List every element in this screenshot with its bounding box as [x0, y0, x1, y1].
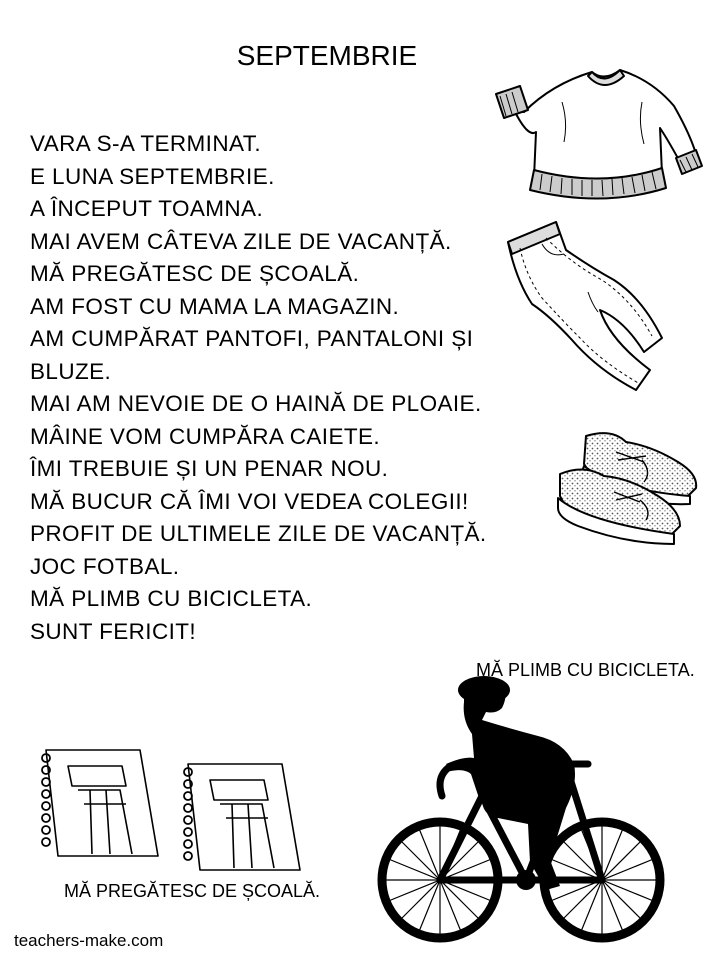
- story-text: [30, 128, 487, 648]
- text-line: MĂ PLIMB CU BICICLETA.: [30, 586, 313, 611]
- text-line: A ÎNCEPUT TOAMNA.: [30, 196, 264, 221]
- text-line: MAI AVEM CÂTEVA ZILE DE VACANȚĂ.: [30, 228, 452, 254]
- text-line: AM CUMPĂRAT PANTOFI, PANTALONI ȘI: [30, 326, 474, 351]
- shoes-icon: [556, 422, 704, 546]
- footer-credit: teachers-make.com: [14, 931, 164, 950]
- text-line: JOC FOTBAL.: [30, 553, 180, 579]
- notebook-icon: [176, 760, 302, 876]
- text-line: ÎMI TREBUIE ȘI UN PENAR NOU.: [30, 456, 389, 481]
- text-line: BLUZE.: [30, 358, 112, 384]
- text-line: E LUNA SEPTEMBRIE.: [30, 163, 275, 189]
- text-line: MAI AM NEVOIE DE O HAINĂ DE PLOAIE.: [30, 391, 482, 416]
- text-line: PROFIT DE ULTIMELE ZILE DE VACANȚĂ.: [30, 521, 487, 546]
- notebook-icon: [34, 746, 160, 862]
- page-title: SEPTEMBRIE: [236, 40, 418, 71]
- text-line: MĂ PREGĂTESC DE ȘCOALĂ.: [30, 261, 360, 286]
- text-line: MĂ BUCUR CĂ ÎMI VOI VEDEA COLEGII!: [30, 488, 469, 514]
- text-line: VARA S-A TERMINAT.: [30, 131, 262, 156]
- text-line: SUNT FERICIT!: [30, 618, 197, 644]
- text-line: MÂINE VOM CUMPĂRA CAIETE.: [30, 423, 381, 449]
- bike-caption: MĂ PLIMB CU BICICLETA.: [476, 660, 695, 680]
- sweater-icon: [492, 62, 708, 202]
- pants-icon: [502, 220, 670, 396]
- text-line: AM FOST CU MAMA LA MAGAZIN.: [30, 293, 400, 319]
- school-caption: MĂ PREGĂTESC DE ȘCOALĂ.: [64, 881, 321, 901]
- cyclist-icon: [378, 668, 668, 954]
